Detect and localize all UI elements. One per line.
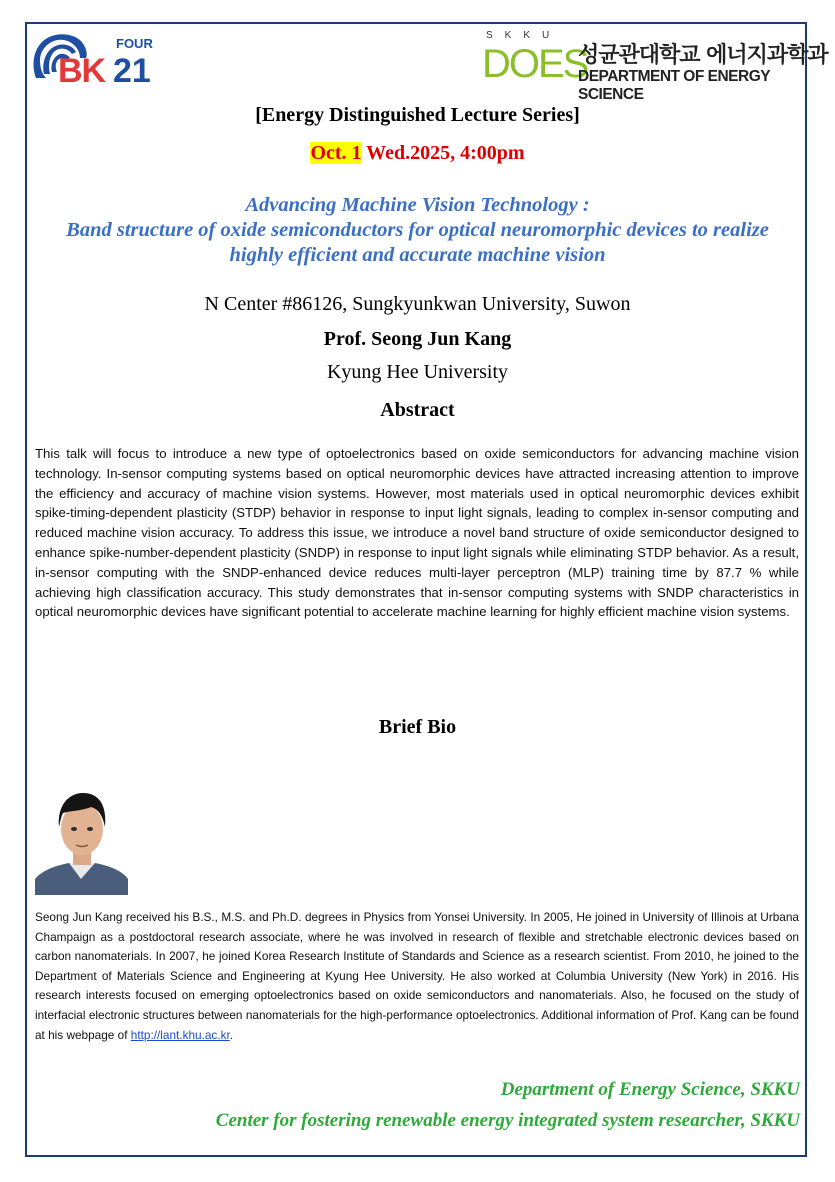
talk-title — [30, 193, 805, 268]
talk-title-line-2: Band structure of oxide semiconductors for optical neuromorphic devices to realize — [66, 219, 769, 241]
skku-does-logo — [480, 30, 588, 90]
speaker-name: Prof. Seong Jun Kang — [323, 328, 512, 350]
footer-department: Department of Energy Science, SKKU — [500, 1079, 800, 1100]
lecture-series-heading: [Energy Distinguished Lecture Series] — [255, 104, 580, 126]
bio-text — [35, 908, 799, 1045]
does-wordmark: DOES — [482, 42, 588, 86]
abstract-heading: Abstract — [380, 399, 455, 421]
department-english-name: DEPARTMENT OF ENERGY SCIENCE — [578, 68, 770, 103]
date-time: Wed.2025, 4:00pm — [361, 142, 525, 164]
lecture-date — [0, 142, 835, 165]
venue: N Center #86126, Sungkyunkwan University, Suwon — [204, 293, 631, 315]
abstract-text: This talk will focus to introduce a new type of optoelectronics based on oxide semiconductors for advancing machine vision technology. In-sensor computing systems based on optical neuromorphic devices have attracted increasing attention to improve the efficiency and accuracy of machine vision systems. However, most materials used in optical neuromorphic devices exhibit spike-timing-dependent plasticity (STDP) behavior in response to input light signals, leading to complex in-sensor computing and reduced machine vision accuracy. To address this issue, we introduce a novel band structure of oxide semiconductor designed to enhance spike-number-dependent plasticity (SNDP) in response to input light signals while eliminating STDP behavior. As a result, in-sensor computing with the SNDP-enhanced device reduces multi-layer perceptron (MLP) training time by 87.7 % while achieving high classification accuracy. This study demonstrates that in-sensor computing systems with SNDP characteristics in optical neuromorphic devices have significant potential to accelerate machine learning for highly efficient machine vision systems. — [35, 446, 799, 620]
department-korean-name: 성균관대학교 에너지과학과 — [578, 43, 828, 68]
skku-letters: SKKU — [486, 30, 562, 41]
talk-title-line-3: highly efficient and accurate machine vision — [229, 244, 606, 266]
bk21-four-text: FOUR — [116, 36, 153, 51]
date-highlight: Oct. 1 — [310, 142, 362, 164]
footer-center: Center for fostering renewable energy integrated system researcher, SKKU — [215, 1110, 800, 1131]
bio-body: Seong Jun Kang received his B.S., M.S. and Ph.D. degrees in Physics from Yonsei University. In 2005, He joined in University of Illinois at Urbana Champaign as a postdoctoral research associate, where he was involved in research of flexible and stretchable electronic devices based on carbon nanomaterials. In 2007, he joined Korea Research Institute of Standards and Science as a research scientist. From 2010, he joined to the Department of Materials Science and Engineering at Kyung Hee University. He also worked at Columbia University (New York) in 2016. His research interests focused on emerging optoelectronics based on oxide semiconductors and nanomaterials. Also, he focused on the study of interfacial electronic structures between nanomaterials for the high-performance optoelectronics. Additional information of Prof. Kang can be found at his webpage of — [35, 910, 799, 1042]
talk-title-line-1: Advancing Machine Vision Technology : — [245, 194, 590, 216]
speaker-affiliation: Kyung Hee University — [326, 361, 509, 383]
speaker-photo — [35, 783, 128, 895]
bk21-bk-text: BK — [58, 52, 106, 90]
bio-end: . — [229, 1027, 234, 1042]
bk21-four-logo — [30, 30, 160, 92]
speaker-webpage-link[interactable]: http://lant.khu.ac.kr — [130, 1027, 230, 1042]
bk21-number-text: 21 — [113, 52, 151, 90]
bio-heading: Brief Bio — [378, 716, 457, 738]
